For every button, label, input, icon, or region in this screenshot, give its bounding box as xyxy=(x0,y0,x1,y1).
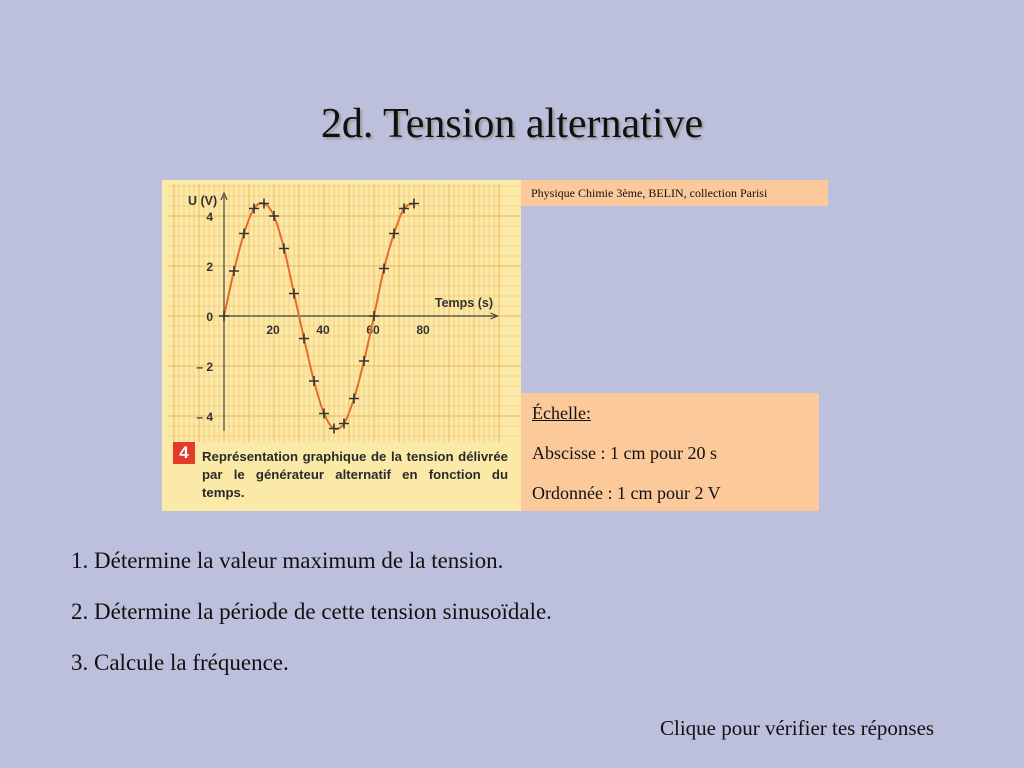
data-point xyxy=(299,334,309,344)
verify-answers-link[interactable]: Clique pour vérifier tes réponses xyxy=(660,716,935,740)
x-axis-label: Temps (s) xyxy=(434,296,493,310)
question-2: 2. Détermine la période de cette tension sinusoïdale. xyxy=(71,599,552,624)
figure-number-badge: 4 xyxy=(173,442,195,464)
data-point xyxy=(319,409,329,419)
data-point xyxy=(219,311,229,321)
y-tick-label: 4 xyxy=(206,210,213,224)
data-point xyxy=(359,356,369,366)
y-tick-label: – 4 xyxy=(196,410,213,424)
data-point xyxy=(269,211,279,221)
data-point xyxy=(239,229,249,239)
y-tick-label: 2 xyxy=(206,260,213,274)
data-point xyxy=(409,199,419,209)
voltage-time-chart xyxy=(162,180,521,442)
figure-panel xyxy=(162,180,521,511)
scale-ordinate: Ordonnée : 1 cm pour 2 V xyxy=(532,483,721,503)
data-point xyxy=(349,394,359,404)
figure-caption: Représentation graphique de la tension délivrée par le générateur alternatif en fonction du temps. xyxy=(202,449,508,500)
x-tick-label: 60 xyxy=(366,323,380,337)
x-tick-label: 20 xyxy=(266,323,280,337)
y-tick-label: 0 xyxy=(206,310,213,324)
x-tick-label: 40 xyxy=(316,323,330,337)
data-point xyxy=(369,311,379,321)
data-point xyxy=(379,264,389,274)
data-point xyxy=(229,266,239,276)
scale-box xyxy=(521,393,819,511)
y-tick-label: – 2 xyxy=(196,360,213,374)
question-1: 1. Détermine la valeur maximum de la tension. xyxy=(71,548,504,573)
data-point xyxy=(289,289,299,299)
slide-title: 2d. Tension alternative xyxy=(320,101,704,147)
question-list xyxy=(71,545,552,698)
y-axis-label: U (V) xyxy=(188,194,218,208)
data-point xyxy=(389,229,399,239)
data-point xyxy=(309,376,319,386)
scale-abscissa: Abscisse : 1 cm pour 20 s xyxy=(532,443,717,463)
scale-heading: Échelle: xyxy=(532,403,591,423)
question-3: 3. Calcule la fréquence. xyxy=(71,650,289,675)
data-point xyxy=(279,244,289,254)
x-tick-label: 80 xyxy=(416,323,430,337)
source-label: Physique Chimie 3ème, BELIN, collection Parisi xyxy=(521,180,828,206)
